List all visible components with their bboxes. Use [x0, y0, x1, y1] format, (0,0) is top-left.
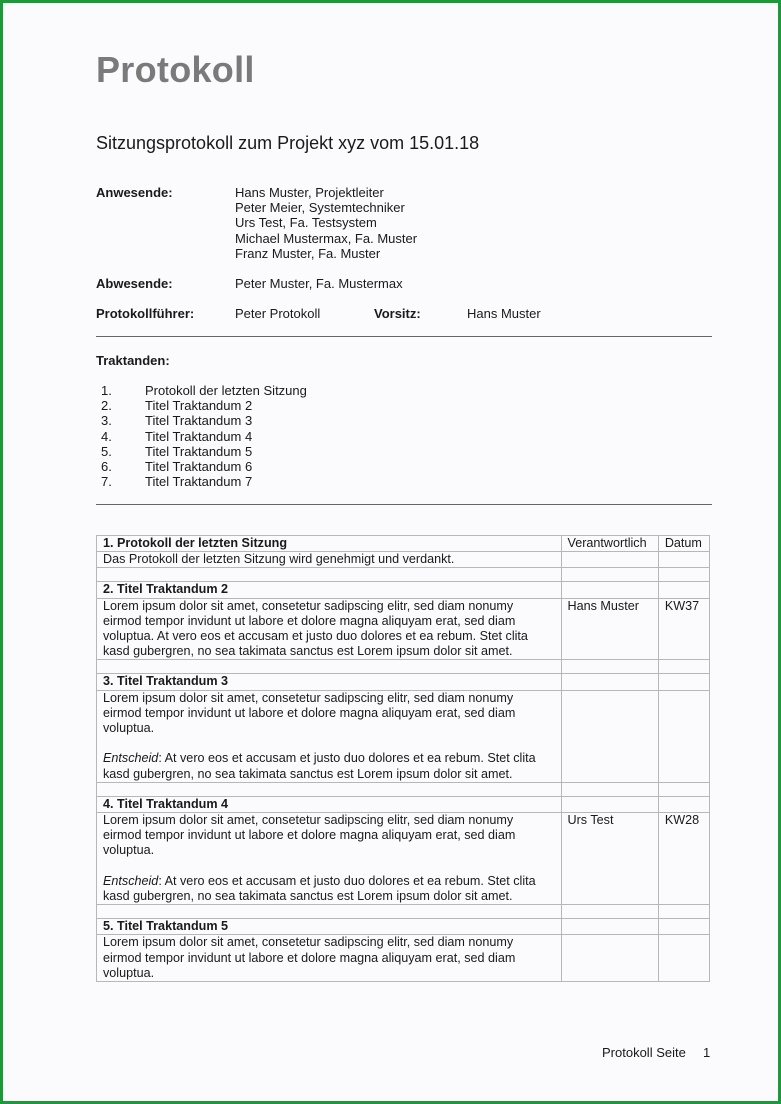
decision-label: Entscheid [103, 751, 159, 766]
spacer-row [97, 568, 710, 582]
agenda-item-text: Titel Traktandum 6 [145, 459, 253, 474]
item-responsible: Hans Muster [561, 598, 658, 660]
item-body: Das Protokoll der letzten Sitzung wird genehmigt und verdankt. [97, 552, 562, 568]
table-row [97, 598, 710, 660]
agenda-item-number: 7. [101, 474, 112, 489]
table-row [97, 674, 710, 690]
agenda-item-number: 2. [101, 398, 112, 413]
minutes-table [96, 535, 710, 982]
attendee: Hans Muster, Projektleiter [235, 185, 384, 200]
item-heading: 4. Titel Traktandum 4 [97, 796, 562, 812]
footer-label: Protokoll Seite [602, 1045, 686, 1060]
chair-value: Hans Muster [467, 306, 541, 321]
item-responsible [561, 690, 658, 782]
decision-text: : At vero eos et accusam et justo duo dolores et ea rebum. Stet clita kasd gubergren, no sea takimata sanctus est Lorem ipsum dolor sit amet. [103, 873, 536, 904]
table-row [97, 536, 710, 552]
item-responsible [561, 935, 658, 982]
agenda-label: Traktanden: [96, 353, 170, 368]
item-responsible [561, 552, 658, 568]
attendees-list [235, 185, 417, 261]
agenda-item-text: Titel Traktandum 4 [145, 429, 253, 444]
recorder-value: Peter Protokoll [235, 306, 321, 321]
agenda-item-text: Titel Traktandum 3 [145, 413, 253, 428]
table-row [97, 690, 710, 782]
agenda-item-number: 6. [101, 459, 112, 474]
attendee: Peter Meier, Systemtechniker [235, 200, 405, 216]
item-date: KW28 [658, 813, 709, 905]
item-decision [103, 751, 555, 781]
item-date [658, 935, 709, 982]
absent-label: Abwesende: [96, 276, 173, 291]
page-subtitle: Sitzungsprotokoll zum Projekt xyz vom 15.01.18 [96, 133, 480, 153]
item-body: Lorem ipsum dolor sit amet, consetetur sadipscing elitr, sed diam nonumy eirmod tempor invidunt ut labore et dolore magna aliquyam erat, sed diam voluptua. At vero eos et accusam et justo duo dolores et ea rebum. Stet clita kasd gubergren, no sea takimata sanctus est Lorem ipsum dolor sit amet. [97, 598, 562, 660]
item-date [658, 552, 709, 568]
item-heading: 3. Titel Traktandum 3 [97, 674, 562, 690]
agenda-item-text: Protokoll der letzten Sitzung [145, 383, 307, 398]
table-row [97, 919, 710, 935]
agenda-item-number: 1. [101, 383, 112, 398]
attendee: Michael Mustermax, Fa. Muster [235, 230, 418, 246]
table-row [97, 582, 710, 598]
attendee: Urs Test, Fa. Testsystem [235, 215, 377, 231]
table-row [97, 935, 710, 982]
footer-page-number: 1 [703, 1045, 711, 1060]
attendee: Franz Muster, Fa. Muster [235, 245, 381, 261]
agenda-item-text: Titel Traktandum 5 [145, 444, 253, 459]
spacer-row [97, 660, 710, 674]
column-header-date: Datum [658, 536, 709, 552]
absent-value: Peter Muster, Fa. Mustermax [235, 276, 403, 291]
item-body: Lorem ipsum dolor sit amet, consetetur sadipscing elitr, sed diam nonumy eirmod tempor invidunt ut labore et dolore magna aliquyam erat, sed diam voluptua. [97, 935, 562, 982]
item-body: Lorem ipsum dolor sit amet, consetetur sadipscing elitr, sed diam nonumy eirmod tempor invidunt ut labore et dolore magna aliquyam erat, sed diam voluptua. [103, 690, 516, 736]
table-row [97, 813, 710, 905]
recorder-label: Protokollführer: [96, 306, 195, 321]
chair-label: Vorsitz: [374, 306, 421, 321]
column-header-responsible: Verantwortlich [561, 536, 658, 552]
item-heading: 2. Titel Traktandum 2 [97, 582, 562, 598]
item-content [97, 813, 562, 905]
agenda-item-text: Titel Traktandum 7 [145, 474, 253, 489]
item-date [658, 690, 709, 782]
table-row [97, 552, 710, 568]
decision-label: Entscheid [103, 873, 159, 888]
attendees-label: Anwesende: [96, 185, 173, 200]
decision-text: : At vero eos et accusam et justo duo dolores et ea rebum. Stet clita kasd gubergren, no sea takimata sanctus est Lorem ipsum dolor sit amet. [103, 751, 536, 781]
spacer-row [97, 782, 710, 796]
item-date: KW37 [658, 598, 709, 660]
agenda-item-number: 4. [101, 429, 112, 444]
item-responsible: Urs Test [561, 813, 658, 905]
item-content [97, 690, 562, 782]
agenda-item-text: Titel Traktandum 2 [145, 398, 253, 413]
item-heading: 5. Titel Traktandum 5 [97, 919, 562, 935]
page-title: Protokoll [96, 49, 255, 90]
spacer-row [97, 905, 710, 919]
divider [96, 504, 712, 505]
table-row [97, 796, 710, 812]
agenda-item-number: 3. [101, 413, 112, 428]
item-heading: 1. Protokoll der letzten Sitzung [97, 536, 562, 552]
agenda-item-number: 5. [101, 444, 112, 459]
divider [96, 336, 712, 337]
item-decision [103, 874, 555, 904]
item-body: Lorem ipsum dolor sit amet, consetetur sadipscing elitr, sed diam nonumy eirmod tempor invidunt ut labore et dolore magna aliquyam erat, sed diam voluptua. [103, 813, 516, 858]
